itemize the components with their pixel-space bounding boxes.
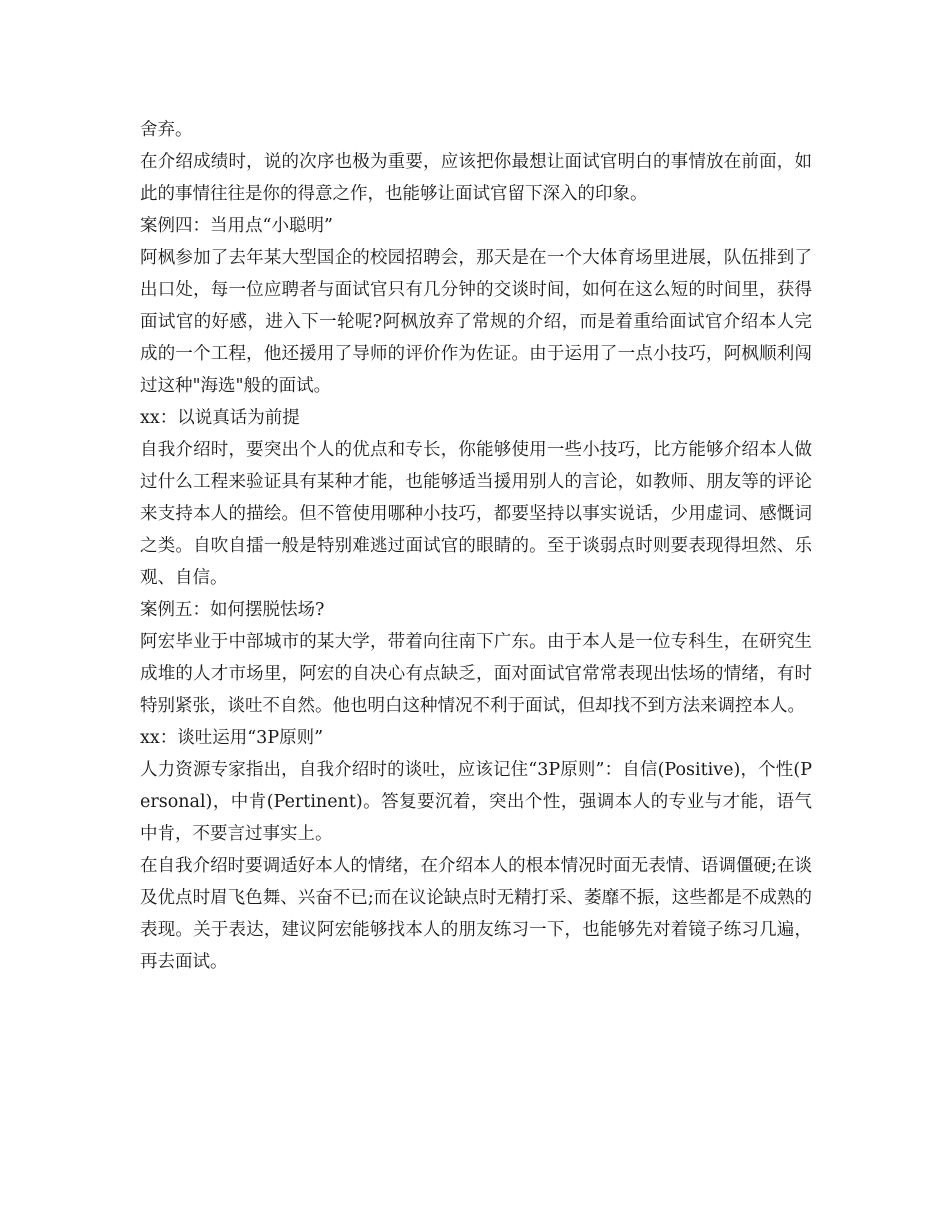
heading-case-five: 案例五：如何摆脱怯场? [140,600,325,620]
document-body [140,114,812,978]
paragraph-continuation: 舍弃。 [140,120,193,140]
heading-case-four: 案例四：当用点“小聪明” [140,216,333,236]
paragraph-achievement-order: 在介绍成绩时，说的次序也极为重要，应该把你最想让面试官明白的事情放在前面，如此的事情往往是你的得意之作，也能够让面试官留下深入的印象。 [140,152,812,204]
heading-tip-3p: xx：谈吐运用“3P原则” [140,728,324,748]
paragraph-emotion-advice: 在自我介绍时要调适好本人的情绪，在介绍本人的根本情况时面无表情、语调僵硬;在谈及优点时眉飞色舞、兴奋不已;而在议论缺点时无精打采、萎靡不振，这些都是不成熟的表现。关于表达，建议阿宏能够找本人的朋友练习一下，也能够先对着镜子练习几遍，再去面试。 [140,856,812,972]
paragraph-case-five-story: 阿宏毕业于中部城市的某大学，带着向往南下广东。由于本人是一位专科生，在研究生成堆的人才市场里，阿宏的自决心有点缺乏，面对面试官常常表现出怯场的情绪，有时特别紧张，谈吐不自然。他也明白这种情况不利于面试，但却找不到方法来调控本人。 [140,632,812,716]
paragraph-tip-truth: 自我介绍时，要突出个人的优点和专长，你能够使用一些小技巧，比方能够介绍本人做过什么工程来验证具有某种才能，也能够适当援用别人的言论，如教师、朋友等的评论来支持本人的描绘。但不管使用哪种小技巧，都要坚持以事实说话，少用虚词、感慨词之类。自吹自擂一般是特别难逃过面试官的眼睛的。至于谈弱点时则要表现得坦然、乐观、自信。 [140,440,812,588]
heading-tip-truth: xx：以说真话为前提 [140,408,300,428]
paragraph-case-four-story: 阿枫参加了去年某大型国企的校园招聘会，那天是在一个大体育场里进展，队伍排到了出口处，每一位应聘者与面试官只有几分钟的交谈时间，如何在这么短的时间里，获得面试官的好感，进入下一轮呢?阿枫放弃了常规的介绍，而是着重给面试官介绍本人完成的一个工程，他还援用了导师的评价作为佐证。由于运用了一点小技巧，阿枫顺利闯过这种"海选"般的面试。 [140,248,812,396]
paragraph-3p-principle: 人力资源专家指出，自我介绍时的谈吐，应该记住“3P原则”：自信(Positive)，个性(Personal)，中肯(Pertinent)。答复要沉着，突出个性，强调本人的专业与才能，语气中肯，不要言过事实上。 [140,760,812,844]
